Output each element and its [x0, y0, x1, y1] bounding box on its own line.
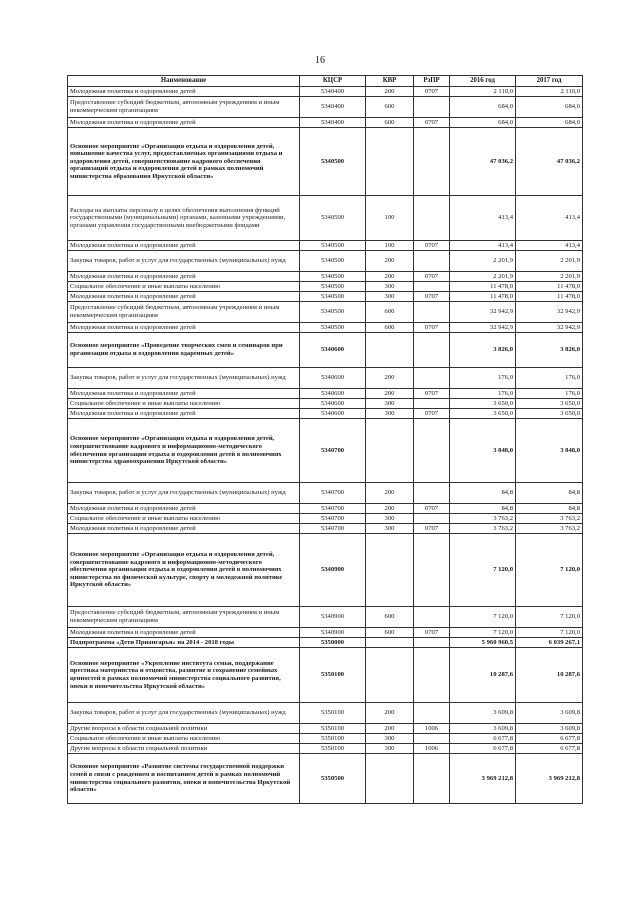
- row-2016: 413,4: [450, 196, 516, 241]
- row-2016: 10 287,6: [450, 648, 516, 703]
- row-kcsr: 5350500: [300, 754, 366, 804]
- row-name: Социальное обеспечение и иные выплаты населению: [68, 734, 300, 744]
- row-kcsr: 5340500: [300, 323, 366, 333]
- row-kvr: 300: [366, 514, 414, 524]
- row-name: Основное мероприятие «Организация отдыха и оздоровления детей, совершенствование кадрового и информационно-методического обеспечения организации отдыха и оздоровления детей в полномочиях министерства по физической культуре, спорту и молодежной политике Иркутской области»: [68, 534, 300, 607]
- row-2017: 413,4: [516, 196, 583, 241]
- table-row: [68, 483, 583, 504]
- row-name: Закупка товаров, работ и услуг для государственных (муниципальных) нужд: [68, 483, 300, 504]
- row-2016: 3 609,8: [450, 703, 516, 724]
- row-kcsr: 5340500: [300, 282, 366, 292]
- row-2017: 3 650,0: [516, 399, 583, 409]
- row-name: Основное мероприятие «Организация отдыха и оздоровления детей, совершенствование кадрового и информационно-методического обеспечения организации отдыха и оздоровления детей в полномочиях министерства здравоохранения Иркутской области»: [68, 419, 300, 483]
- row-rzpr: 0707: [414, 292, 450, 302]
- row-kcsr: 5340700: [300, 504, 366, 514]
- row-2016: 3 848,0: [450, 419, 516, 483]
- row-rzpr: 0707: [414, 628, 450, 638]
- row-2017: 84,8: [516, 504, 583, 514]
- table-row: [68, 333, 583, 368]
- row-rzpr: [414, 128, 450, 196]
- row-2016: 7 120,0: [450, 534, 516, 607]
- row-kvr: 200: [366, 504, 414, 514]
- table-row: [68, 118, 583, 128]
- row-rzpr: 0707: [414, 409, 450, 419]
- row-kcsr: 5340900: [300, 628, 366, 638]
- table-row: [68, 524, 583, 534]
- row-kvr: 200: [366, 272, 414, 282]
- row-kvr: 600: [366, 628, 414, 638]
- row-2017: 3 609,8: [516, 724, 583, 734]
- row-2016: 3 969 212,8: [450, 754, 516, 804]
- table-row: [68, 292, 583, 302]
- row-2017: 684,0: [516, 118, 583, 128]
- row-name: Молодежная политика и оздоровление детей: [68, 87, 300, 97]
- row-rzpr: [414, 419, 450, 483]
- row-kvr: 200: [366, 87, 414, 97]
- table-row: [68, 744, 583, 754]
- row-kvr: [366, 648, 414, 703]
- table-row: [68, 724, 583, 734]
- table-header: [68, 76, 583, 87]
- row-2016: 413,4: [450, 241, 516, 251]
- table-row: [68, 409, 583, 419]
- row-kcsr: 5350100: [300, 724, 366, 734]
- row-2016: 3 763,2: [450, 524, 516, 534]
- row-rzpr: [414, 302, 450, 323]
- row-2016: 32 942,9: [450, 302, 516, 323]
- row-2016: 7 120,0: [450, 628, 516, 638]
- column-header: РзПР: [414, 76, 450, 87]
- row-kvr: 200: [366, 703, 414, 724]
- row-name: Закупка товаров, работ и услуг для государственных (муниципальных) нужд: [68, 368, 300, 389]
- table-row: [68, 534, 583, 607]
- row-2017: 47 036,2: [516, 128, 583, 196]
- row-2017: 176,0: [516, 368, 583, 389]
- row-kvr: 600: [366, 323, 414, 333]
- row-rzpr: [414, 483, 450, 504]
- row-name: Молодежная политика и оздоровление детей: [68, 118, 300, 128]
- row-kcsr: 5340900: [300, 534, 366, 607]
- row-2017: 3 650,0: [516, 409, 583, 419]
- row-rzpr: [414, 534, 450, 607]
- row-name: Молодежная политика и оздоровление детей: [68, 292, 300, 302]
- table-row: [68, 419, 583, 483]
- row-2016: 3 650,0: [450, 399, 516, 409]
- row-rzpr: 0707: [414, 87, 450, 97]
- row-rzpr: [414, 368, 450, 389]
- column-header: КЦСР: [300, 76, 366, 87]
- row-kcsr: 5340700: [300, 524, 366, 534]
- table-row: [68, 368, 583, 389]
- table-row: [68, 302, 583, 323]
- row-2016: 3 763,2: [450, 514, 516, 524]
- row-kcsr: 5340500: [300, 302, 366, 323]
- row-kvr: 300: [366, 734, 414, 744]
- row-kvr: 300: [366, 399, 414, 409]
- row-rzpr: 0707: [414, 323, 450, 333]
- row-2016: 3 826,0: [450, 333, 516, 368]
- row-2017: 32 942,9: [516, 302, 583, 323]
- table-row: [68, 196, 583, 241]
- row-rzpr: [414, 333, 450, 368]
- row-name: Молодежная политика и оздоровление детей: [68, 409, 300, 419]
- row-kcsr: 5340700: [300, 514, 366, 524]
- row-rzpr: 0707: [414, 241, 450, 251]
- row-kcsr: 5350100: [300, 734, 366, 744]
- row-kcsr: 5340400: [300, 87, 366, 97]
- row-2017: 6 039 267,1: [516, 638, 583, 648]
- table-row: [68, 504, 583, 514]
- row-rzpr: 0707: [414, 389, 450, 399]
- row-name: Молодежная политика и оздоровление детей: [68, 628, 300, 638]
- table-row: [68, 514, 583, 524]
- row-kvr: 100: [366, 241, 414, 251]
- row-kcsr: 5350100: [300, 744, 366, 754]
- row-name: Молодежная политика и оздоровление детей: [68, 389, 300, 399]
- row-rzpr: [414, 399, 450, 409]
- row-2017: 11 478,0: [516, 292, 583, 302]
- table-row: [68, 754, 583, 804]
- row-kcsr: 5340500: [300, 272, 366, 282]
- table-row: [68, 703, 583, 724]
- row-name: Социальное обеспечение и иные выплаты населению: [68, 399, 300, 409]
- column-header: 2016 год: [450, 76, 516, 87]
- row-kcsr: 5340400: [300, 97, 366, 118]
- row-kvr: 200: [366, 724, 414, 734]
- header-row: [68, 76, 583, 87]
- row-kcsr: 5340700: [300, 483, 366, 504]
- row-rzpr: [414, 734, 450, 744]
- column-header: 2017 год: [516, 76, 583, 87]
- row-name: Предоставление субсидий бюджетным, автономным учреждениям и иным некоммерческим организациям: [68, 607, 300, 628]
- row-2017: 7 120,0: [516, 534, 583, 607]
- row-2017: 413,4: [516, 241, 583, 251]
- row-rzpr: 1006: [414, 744, 450, 754]
- row-rzpr: [414, 607, 450, 628]
- row-2016: 11 478,0: [450, 292, 516, 302]
- row-rzpr: [414, 703, 450, 724]
- table-row: [68, 251, 583, 272]
- row-name: Социальное обеспечение и иные выплаты населению: [68, 514, 300, 524]
- row-2017: 32 942,9: [516, 323, 583, 333]
- budget-table: [67, 75, 583, 804]
- row-kvr: 300: [366, 292, 414, 302]
- row-2016: 684,0: [450, 118, 516, 128]
- row-name: Закупка товаров, работ и услуг для государственных (муниципальных) нужд: [68, 251, 300, 272]
- row-name: Основное мероприятие «Проведение творческих смен и семинаров при организации отдыха и оздоровления одаренных детей»: [68, 333, 300, 368]
- row-kcsr: 5340600: [300, 399, 366, 409]
- row-rzpr: [414, 514, 450, 524]
- row-kvr: 300: [366, 409, 414, 419]
- row-2016: 6 677,8: [450, 734, 516, 744]
- row-kvr: 300: [366, 744, 414, 754]
- row-2016: 11 478,0: [450, 282, 516, 292]
- row-kvr: 600: [366, 97, 414, 118]
- row-kvr: 200: [366, 389, 414, 399]
- row-2016: 2 201,9: [450, 251, 516, 272]
- row-kcsr: 5340600: [300, 389, 366, 399]
- row-kcsr: 5340400: [300, 118, 366, 128]
- row-2017: 684,0: [516, 97, 583, 118]
- row-kvr: 600: [366, 118, 414, 128]
- row-2017: 3 763,2: [516, 524, 583, 534]
- table-row: [68, 638, 583, 648]
- table-row: [68, 241, 583, 251]
- row-2016: 32 942,9: [450, 323, 516, 333]
- column-header: Наименование: [68, 76, 300, 87]
- row-name: Предоставление субсидий бюджетным, автономным учреждениям и иным некоммерческим организациям: [68, 302, 300, 323]
- row-2017: 2 201,9: [516, 251, 583, 272]
- row-2017: 10 287,6: [516, 648, 583, 703]
- row-kvr: 600: [366, 302, 414, 323]
- row-2016: 176,0: [450, 389, 516, 399]
- row-kcsr: 5340700: [300, 419, 366, 483]
- row-name: Предоставление субсидий бюджетным, автономным учреждениям и иным некоммерческим организациям: [68, 97, 300, 118]
- row-kcsr: 5340900: [300, 607, 366, 628]
- row-name: Молодежная политика и оздоровление детей: [68, 524, 300, 534]
- row-2017: 176,0: [516, 389, 583, 399]
- table-row: [68, 607, 583, 628]
- row-2017: 3 609,8: [516, 703, 583, 724]
- row-kvr: [366, 638, 414, 648]
- row-kvr: 300: [366, 524, 414, 534]
- row-kvr: [366, 534, 414, 607]
- row-name: Основное мероприятие «Укрепление института семьи, поддержание престижа материнства и отцовства, развитие и сохранение семейных ценностей в рамках полномочий министерства социального развития, опеки и попечительства Иркутской области»: [68, 648, 300, 703]
- row-2016: 7 120,0: [450, 607, 516, 628]
- row-kcsr: 5350000: [300, 638, 366, 648]
- row-kvr: 200: [366, 368, 414, 389]
- row-kcsr: 5340500: [300, 241, 366, 251]
- row-2017: 6 677,8: [516, 744, 583, 754]
- row-rzpr: 0707: [414, 524, 450, 534]
- row-kvr: [366, 128, 414, 196]
- row-kvr: 100: [366, 196, 414, 241]
- row-name: Подпрограмма «Дети Приангарья» на 2014 - 2018 годы: [68, 638, 300, 648]
- table-body: [68, 87, 583, 804]
- table-row: [68, 87, 583, 97]
- row-name: Социальное обеспечение и иные выплаты населению: [68, 282, 300, 292]
- row-name: Молодежная политика и оздоровление детей: [68, 504, 300, 514]
- row-rzpr: [414, 251, 450, 272]
- row-2016: 6 677,8: [450, 744, 516, 754]
- row-rzpr: [414, 638, 450, 648]
- row-kcsr: 5340500: [300, 128, 366, 196]
- row-2017: 3 826,0: [516, 333, 583, 368]
- row-kvr: [366, 333, 414, 368]
- row-kcsr: 5340600: [300, 333, 366, 368]
- row-rzpr: [414, 754, 450, 804]
- row-2017: 7 120,0: [516, 607, 583, 628]
- row-2016: 5 960 960,5: [450, 638, 516, 648]
- row-kvr: 600: [366, 607, 414, 628]
- row-kcsr: 5350100: [300, 703, 366, 724]
- row-2016: 47 036,2: [450, 128, 516, 196]
- row-2016: 3 609,8: [450, 724, 516, 734]
- row-kcsr: 5350100: [300, 648, 366, 703]
- row-kvr: [366, 754, 414, 804]
- row-2017: 6 677,8: [516, 734, 583, 744]
- row-name: Другие вопросы в области социальной политики: [68, 724, 300, 734]
- row-kcsr: 5340500: [300, 196, 366, 241]
- page-number: 16: [315, 55, 325, 66]
- table-row: [68, 648, 583, 703]
- row-rzpr: [414, 648, 450, 703]
- row-kvr: [366, 419, 414, 483]
- row-2017: 3 848,0: [516, 419, 583, 483]
- row-2017: 2 201,9: [516, 272, 583, 282]
- row-2016: 3 650,0: [450, 409, 516, 419]
- table-row: [68, 97, 583, 118]
- row-kcsr: 5340600: [300, 368, 366, 389]
- row-rzpr: [414, 196, 450, 241]
- row-name: Основное мероприятие «Развитие системы государственной поддержки семей в связи с рождением и воспитанием детей в рамках полномочий министерства социального развития, опеки и попечительства Иркутской области»: [68, 754, 300, 804]
- table-row: [68, 128, 583, 196]
- row-2017: 7 120,0: [516, 628, 583, 638]
- row-2017: 3 969 212,8: [516, 754, 583, 804]
- row-name: Молодежная политика и оздоровление детей: [68, 241, 300, 251]
- table-row: [68, 272, 583, 282]
- table-row: [68, 282, 583, 292]
- row-rzpr: [414, 282, 450, 292]
- row-rzpr: 0707: [414, 272, 450, 282]
- row-2017: 3 763,2: [516, 514, 583, 524]
- table-row: [68, 628, 583, 638]
- row-2017: 84,8: [516, 483, 583, 504]
- row-kvr: 200: [366, 483, 414, 504]
- row-2016: 684,0: [450, 97, 516, 118]
- row-kcsr: 5340500: [300, 251, 366, 272]
- row-kvr: 200: [366, 251, 414, 272]
- row-name: Расходы на выплаты персоналу в целях обеспечения выполнения функций государственными (муниципальными) органами, казенными учреждениями, органами управления государственными внебюджетными фондами: [68, 196, 300, 241]
- row-2016: 84,8: [450, 504, 516, 514]
- row-name: Молодежная политика и оздоровление детей: [68, 323, 300, 333]
- table-row: [68, 734, 583, 744]
- row-2016: 176,0: [450, 368, 516, 389]
- table-row: [68, 389, 583, 399]
- table-row: [68, 323, 583, 333]
- row-name: Закупка товаров, работ и услуг для государственных (муниципальных) нужд: [68, 703, 300, 724]
- row-kcsr: 5340500: [300, 292, 366, 302]
- row-rzpr: 0707: [414, 118, 450, 128]
- row-kvr: 300: [366, 282, 414, 292]
- row-rzpr: 1006: [414, 724, 450, 734]
- row-name: Основное мероприятие «Организация отдыха и оздоровления детей, повышение качества услуг, предоставляемых организациями отдыха и оздоровления детей, совершенствование кадрового обеспечения организаций отдыха и оздоровления детей в рамках полномочий министерства образования Иркутской области»: [68, 128, 300, 196]
- row-2017: 2 110,0: [516, 87, 583, 97]
- row-2016: 84,8: [450, 483, 516, 504]
- column-header: КВР: [366, 76, 414, 87]
- row-2016: 2 201,9: [450, 272, 516, 282]
- row-kcsr: 5340600: [300, 409, 366, 419]
- row-2016: 2 110,0: [450, 87, 516, 97]
- table-row: [68, 399, 583, 409]
- row-2017: 11 478,0: [516, 282, 583, 292]
- row-rzpr: [414, 97, 450, 118]
- row-name: Молодежная политика и оздоровление детей: [68, 272, 300, 282]
- row-name: Другие вопросы в области социальной политики: [68, 744, 300, 754]
- row-rzpr: 0707: [414, 504, 450, 514]
